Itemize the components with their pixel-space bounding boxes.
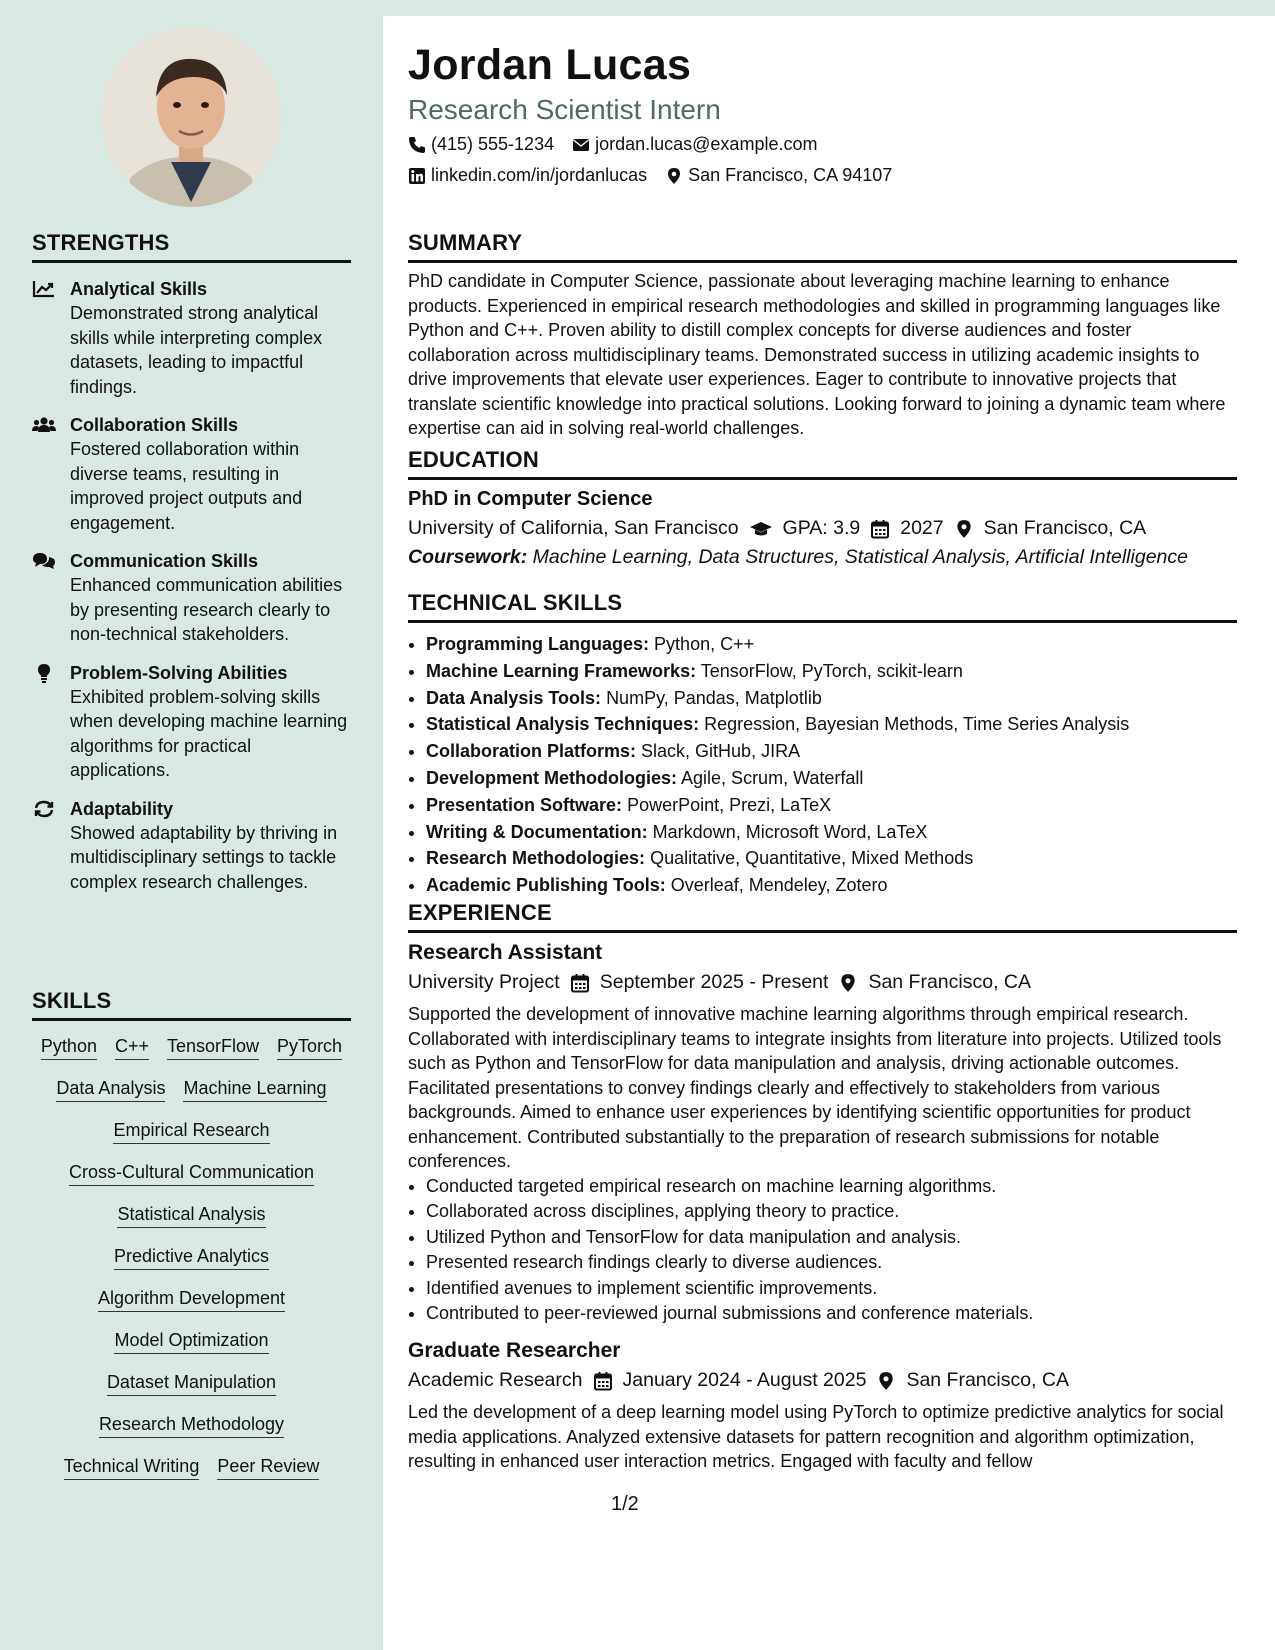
lightbulb-icon: [32, 663, 56, 683]
skill-tag: Statistical Analysis: [117, 1203, 265, 1228]
summary-heading: SUMMARY: [408, 230, 1237, 263]
skill-values: Qualitative, Quantitative, Mixed Methods: [650, 848, 974, 869]
location-text: San Francisco, CA 94107: [688, 165, 893, 185]
coursework: [408, 546, 1237, 569]
strength-description: Fostered collaboration within diverse teams, resulting in improved project outputs and engagement.: [70, 439, 303, 533]
job-description: Led the development of a deep learning model using PyTorch to optimize predictive analytics for social media applications. Analyzed extensive datasets for pattern recognition and algorithm optimization, resulting in enhanced user interaction metrics. Engaged with faculty and fellow: [408, 1402, 1224, 1472]
job-location: San Francisco, CA: [906, 1369, 1069, 1392]
technical-skills-heading: TECHNICAL SKILLS: [408, 590, 1237, 623]
education-location: San Francisco, CA: [983, 517, 1147, 539]
skill-values: NumPy, Pandas, Matplotlib: [606, 687, 822, 708]
map-marker-icon: [665, 167, 683, 185]
list-item: [426, 658, 1237, 685]
list-item: [426, 631, 1237, 658]
list-item: • Identified avenues to implement scientific improvements.: [426, 1276, 1237, 1302]
list-item: • Conducted targeted empirical research on machine learning algorithms.: [426, 1174, 1237, 1200]
skill-tag: Algorithm Development: [98, 1287, 285, 1312]
skill-tag: Machine Learning: [183, 1077, 326, 1102]
list-item: • Utilized Python and TensorFlow for data manipulation and analysis.: [426, 1225, 1237, 1251]
map-marker-icon: [838, 973, 858, 993]
skill-tag: Technical Writing: [64, 1455, 200, 1480]
graduation-year: 2027: [900, 517, 944, 539]
users-icon: [32, 415, 56, 435]
skill-tag: Data Analysis: [56, 1077, 165, 1102]
strength-description: Showed adaptability by thriving in multidisciplinary settings to tackle complex research challenges.: [70, 822, 338, 892]
skill-category: Machine Learning Frameworks:: [426, 660, 697, 681]
skill-tag: TensorFlow: [167, 1035, 259, 1060]
job-dates: September 2025 - Present: [599, 971, 829, 993]
strength-description: Exhibited problem-solving skills when developing machine learning algorithms for practical applications.: [70, 686, 348, 780]
skill-category: Writing & Documentation:: [426, 821, 648, 842]
graduation-cap-icon: [749, 519, 773, 539]
skill-values: Slack, GitHub, JIRA: [641, 741, 801, 762]
skill-tag: C++: [115, 1035, 149, 1060]
coursework-label: Coursework:: [408, 546, 528, 568]
calendar-icon: [570, 973, 590, 993]
skill-tag: Predictive Analytics: [114, 1245, 269, 1270]
job-entry: [408, 941, 1237, 1327]
strengths-heading: STRENGTHS: [32, 230, 351, 263]
strength-title: Problem-Solving Abilities: [70, 662, 288, 683]
linkedin-text[interactable]: linkedin.com/in/jordanlucas: [431, 165, 648, 185]
page-number: 1/2: [611, 1493, 639, 1515]
job-location: San Francisco, CA: [868, 971, 1031, 993]
phone-text: (415) 555-1234: [431, 134, 555, 154]
skill-tag: Model Optimization: [114, 1329, 268, 1354]
skill-values: Regression, Bayesian Methods, Time Series Analysis: [704, 714, 1130, 735]
map-marker-icon: [954, 519, 974, 539]
job-meta: [408, 971, 1237, 994]
map-marker-icon: [876, 1371, 896, 1391]
list-item: • Presented research findings clearly to diverse audiences.: [426, 1250, 1237, 1276]
calendar-icon: [870, 519, 890, 539]
list-item: [426, 765, 1237, 792]
strength-description: Demonstrated strong analytical skills while interpreting complex datasets, leading to impactful findings.: [70, 303, 323, 397]
list-item: [426, 711, 1237, 738]
strengths-section: [32, 230, 351, 894]
chart-line-icon: [32, 279, 56, 299]
contact-row-2: [408, 165, 892, 186]
strength-item: [32, 277, 351, 399]
coursework-list: Machine Learning, Data Structures, Statistical Analysis, Artificial Intelligence: [532, 546, 1188, 568]
skill-values: TensorFlow, PyTorch, scikit-learn: [700, 660, 963, 681]
phone-icon: [408, 136, 426, 154]
technical-skills-section: [408, 590, 1237, 899]
phone-item: [408, 134, 554, 155]
education-details: [408, 517, 1237, 540]
strength-item: [32, 413, 351, 535]
skill-category: Development Methodologies:: [426, 767, 678, 788]
strength-item: [32, 661, 351, 783]
job-title: Research Assistant: [408, 941, 603, 964]
email-item[interactable]: [572, 134, 817, 155]
skill-tag: Cross-Cultural Communication: [69, 1161, 314, 1186]
skill-category: Academic Publishing Tools:: [426, 875, 666, 896]
list-item: [426, 738, 1237, 765]
contact-row-1: [408, 134, 817, 155]
gpa: GPA: 3.9: [782, 517, 861, 539]
job-organization: Academic Research: [408, 1369, 583, 1392]
list-item: [426, 819, 1237, 846]
skill-values: Markdown, Microsoft Word, LaTeX: [652, 821, 928, 842]
skill-values: Agile, Scrum, Waterfall: [681, 767, 864, 788]
skill-tag: Peer Review: [217, 1455, 319, 1480]
location-item: [665, 165, 892, 186]
skill-category: Programming Languages:: [426, 634, 650, 654]
skills-tags: [32, 1035, 351, 1480]
email-text[interactable]: jordan.lucas@example.com: [595, 134, 818, 154]
comments-icon: [32, 551, 56, 571]
strength-item: [32, 797, 351, 895]
job-title: Graduate Researcher: [408, 1339, 621, 1363]
skill-category: Data Analysis Tools:: [426, 687, 602, 708]
skill-tag: Empirical Research: [113, 1119, 269, 1144]
skill-category: Presentation Software:: [426, 794, 623, 815]
list-item: [426, 792, 1237, 819]
person-portrait-icon: [101, 27, 281, 207]
school-name: University of California, San Francisco: [408, 517, 739, 539]
list-item: • Collaborated across disciplines, applying theory to practice.: [426, 1199, 1237, 1225]
skills-heading: SKILLS: [32, 988, 351, 1021]
strength-title: Collaboration Skills: [70, 415, 239, 435]
profile-photo: [101, 27, 281, 207]
candidate-title: Research Scientist Intern: [408, 94, 721, 125]
technical-skills-list: [408, 631, 1237, 899]
job-entry: [408, 1339, 1237, 1474]
linkedin-icon: [408, 167, 426, 185]
experience-section: [408, 900, 1237, 1474]
skill-values: Python, C++: [654, 634, 755, 654]
education-section: [408, 447, 1237, 569]
strength-title: Communication Skills: [70, 551, 259, 571]
main-content: [383, 16, 1275, 1650]
envelope-icon: [572, 136, 590, 154]
job-dates: January 2024 - August 2025: [622, 1369, 867, 1392]
skill-category: Research Methodologies:: [426, 848, 646, 869]
candidate-name: Jordan Lucas: [408, 41, 692, 89]
job-description: Supported the development of innovative machine learning algorithms through empirical research. Collaborated with interdisciplinary teams to integrate insights from literature into projects. Utilized tools such as Python and TensorFlow for data manipulation and analysis, driving actionable outcomes. Facilitated presentations to convey findings clearly and effectively to stakeholders from various backgrounds. Aimed to enhance user experiences by identifying scientific opportunities for product enhancement. Contributed substantially to the preparation of research submissions for notable conferences.: [408, 1004, 1222, 1171]
calendar-icon: [593, 1371, 613, 1391]
strength-title: Analytical Skills: [70, 279, 208, 299]
list-item: • Contributed to peer-reviewed journal submissions and conference materials.: [426, 1301, 1237, 1327]
list-item: [426, 872, 1237, 899]
education-heading: EDUCATION: [408, 447, 1237, 480]
sidebar: [0, 0, 383, 1650]
sync-icon: [32, 799, 56, 819]
list-item: [426, 685, 1237, 712]
skill-tag: Python: [41, 1035, 97, 1060]
skill-tag: Dataset Manipulation: [107, 1371, 276, 1396]
skill-category: Statistical Analysis Techniques:: [426, 714, 700, 735]
degree: PhD in Computer Science: [408, 488, 653, 510]
summary-section: [408, 230, 1237, 441]
skills-section: [32, 988, 351, 1497]
skill-values: PowerPoint, Prezi, LaTeX: [627, 794, 832, 815]
job-bullets: [408, 1174, 1237, 1328]
skill-tag: Research Methodology: [99, 1413, 284, 1438]
list-item: [426, 845, 1237, 872]
job-organization: University Project: [408, 971, 560, 993]
strength-title: Adaptability: [70, 798, 174, 819]
strength-description: Enhanced communication abilities by presenting research clearly to non-technical stakeholders.: [70, 575, 343, 644]
experience-heading: EXPERIENCE: [408, 900, 1237, 933]
skill-values: Overleaf, Mendeley, Zotero: [670, 875, 888, 896]
summary-text: PhD candidate in Computer Science, passionate about leveraging machine learning to enhance products. Experienced in empirical research methodologies and skilled in programming languages like Python and C++. Proven ability to distill complex concepts for diverse audiences and foster collaboration across multidisciplinary teams. Demonstrated success in utilizing academic insights to drive improvements that elevate user experiences. Eager to contribute to innovative projects that translate scientific knowledge into practical solutions. Looking forward to joining a dynamic team where expertise can aid in solving real-world challenges.: [408, 271, 1226, 438]
job-meta: [408, 1369, 1237, 1392]
skill-tag: PyTorch: [277, 1035, 342, 1060]
strength-item: [32, 549, 351, 647]
skill-category: Collaboration Platforms:: [426, 741, 637, 762]
linkedin-item[interactable]: [408, 165, 647, 186]
